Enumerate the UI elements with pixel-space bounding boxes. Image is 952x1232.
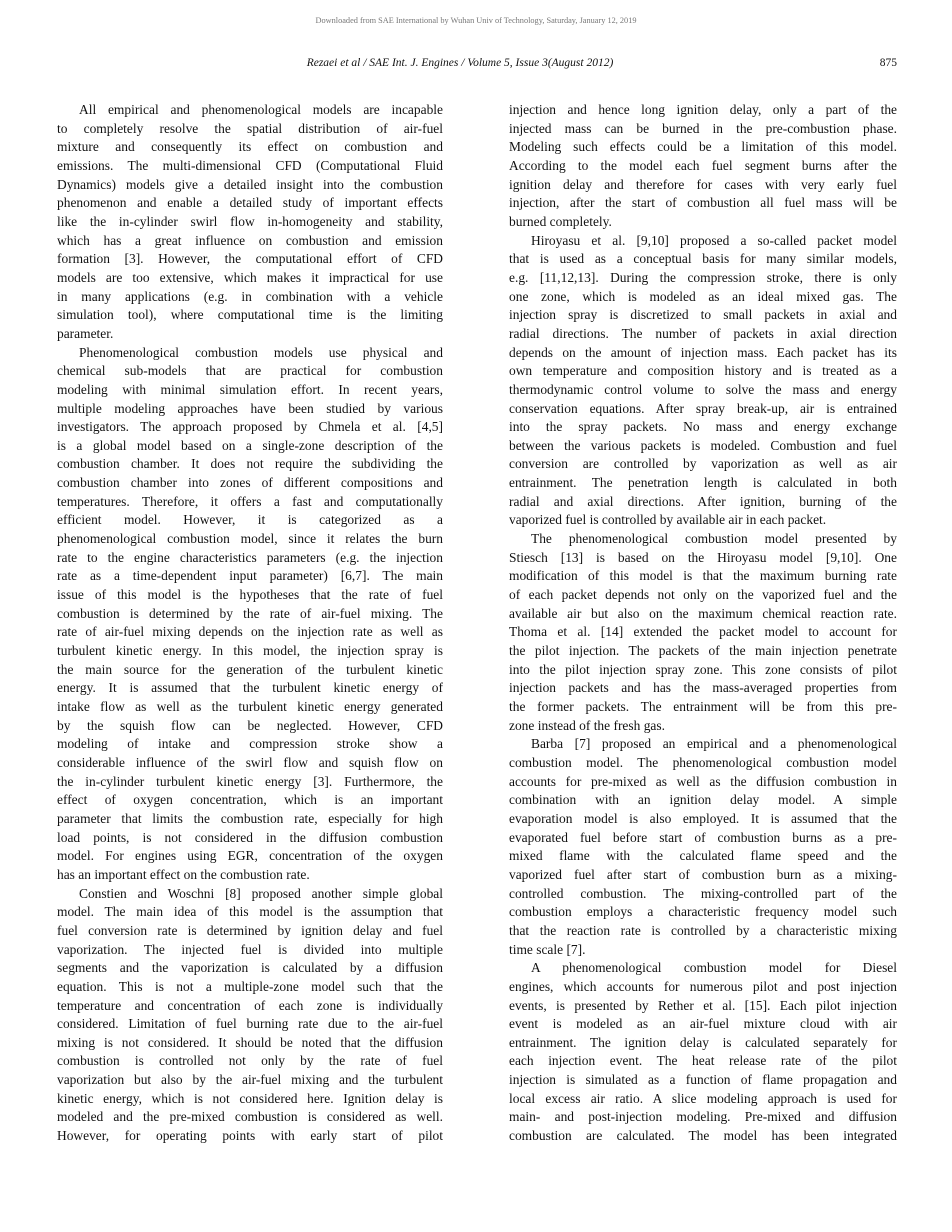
- text-line: formation [3]. However, the computational effort of CFD: [57, 251, 443, 267]
- text-line: evaporation model is also employed. It is assumed that the: [509, 810, 897, 826]
- text-line: Thoma et al. [14] extended the packet model to account for: [509, 624, 897, 640]
- text-line: conservation equations. After spray break-up, air is entrained: [509, 400, 897, 416]
- text-line: depends on the amount of injection mass. Each packet has its: [509, 344, 897, 360]
- text-line: to completely resolve the spatial distribution of air-fuel: [57, 120, 443, 136]
- text-line: Stiesch [13] is based on the Hiroyasu model [9,10]. One: [509, 549, 897, 565]
- paragraph: [509, 735, 897, 959]
- text-line: evaporated fuel before start of combustion burns as a pre-: [509, 829, 897, 845]
- text-line: Dynamics) models give a detailed insight into the combustion: [57, 176, 443, 192]
- text-line: by the squish flow can be neglected. However, CFD: [57, 717, 443, 733]
- text-line: injection and hence long ignition delay, only a part of the: [509, 102, 897, 117]
- text-line: load points, is not considered in the diffusion combustion: [57, 829, 443, 845]
- text-line: main- and post-injection modeling. Pre-mixed and diffusion: [509, 1109, 897, 1125]
- text-line: According to the model each fuel segment burns after the: [509, 157, 897, 173]
- text-line: considerable influence of the swirl flow and squish flow on: [57, 754, 443, 770]
- text-line: fuel conversion rate is determined by ignition delay and fuel: [57, 922, 443, 938]
- text-line: zone instead of the fresh gas.: [509, 717, 665, 733]
- text-line: Constien and Woschni [8] proposed another simple global: [79, 885, 443, 901]
- right-column: [509, 101, 897, 1146]
- text-line: the former packets. The entrainment will be from this pre-: [509, 699, 897, 714]
- text-line: in many applications (e.g. in combination with a vehicle: [57, 288, 443, 304]
- text-line: which has a great influence on combustion and emission: [57, 232, 443, 248]
- text-line: that the reaction rate is controlled by a characteristic mixing: [509, 922, 897, 938]
- text-line: simulation tool), where computational time is the limiting: [57, 307, 443, 323]
- text-line: injection, after the start of combustion all fuel mass will be: [509, 195, 897, 211]
- text-line: into the pilot injection spray zone. This zone consists of pilot: [509, 661, 897, 677]
- text-line: events, is presented by Rether et al. [15]. Each pilot injection: [509, 997, 897, 1013]
- text-line: has an important effect on the combustion rate.: [57, 866, 310, 882]
- paragraph: [509, 959, 897, 1146]
- text-line: combustion chamber into zones of different compositions and: [57, 475, 443, 491]
- text-line: turbulent kinetic energy. In this model, the injection spray is: [57, 643, 443, 659]
- text-line: into the spray packets. No mass and energy exchange: [509, 419, 897, 435]
- text-line: between the various packets is modeled. Combustion and fuel: [509, 437, 897, 453]
- text-line: injection packets and has the mass-averaged properties from: [509, 680, 897, 696]
- text-line: kinetic energy, which is not considered here. Ignition delay is: [57, 1090, 443, 1106]
- text-line: accounts for pre-mixed as well as the diffusion combustion in: [509, 773, 897, 789]
- paragraph: [57, 101, 443, 344]
- text-line: of each packet depends not only on the vaporized fuel and the: [509, 587, 897, 603]
- text-line: controlled combustion. The mixing-controlled part of the: [509, 885, 897, 901]
- text-line: issue of this model is the hypotheses that the rate of fuel: [57, 587, 443, 603]
- text-line: All empirical and phenomenological models are incapable: [79, 102, 443, 117]
- text-line: A phenomenological combustion model for Diesel: [531, 960, 897, 976]
- text-line: phenomenon and enable a detailed study of important effects: [57, 195, 443, 211]
- text-line: vaporization but also by the air-fuel mixing and the turbulent: [57, 1072, 443, 1088]
- text-line: injection spray is discretized to small packets in axial and: [509, 307, 897, 323]
- text-line: is a global model based on a single-zone description of the: [57, 437, 443, 453]
- text-line: multiple modeling approaches have been studied by various: [57, 400, 443, 416]
- text-line: Hiroyasu et al. [9,10] proposed a so-called packet model: [531, 232, 897, 248]
- text-line: intake flow as well as the turbulent kinetic energy generated: [57, 699, 443, 714]
- text-line: like the in-cylinder swirl flow in-homogeneity and stability,: [57, 213, 443, 229]
- text-line: rate to the engine characteristics parameters (e.g. the injection: [57, 549, 443, 565]
- text-line: effect of oxygen concentration, which is an important: [57, 792, 443, 808]
- text-line: own temperature and composition history and is treated as a: [509, 363, 897, 379]
- text-line: the pilot injection. The packets of the main injection penetrate: [509, 643, 897, 659]
- text-line: modeled and the pre-mixed combustion is considered as well.: [57, 1109, 443, 1125]
- text-line: vaporized fuel after start of combustion burn as a mixing-: [509, 866, 897, 882]
- text-line: models are too extensive, which makes it impractical for use: [57, 269, 443, 285]
- text-line: ignition delay and therefore for cases with very early fuel: [509, 176, 897, 192]
- download-notice: Downloaded from SAE International by Wuhan Univ of Technology, Saturday, January 12, 2019: [315, 16, 637, 25]
- text-line: investigators. The approach proposed by Chmela et al. [4,5]: [57, 419, 443, 435]
- text-line: modeling of intake and compression stroke show a: [57, 736, 443, 752]
- text-line: mixing is not considered. It should be noted that the diffusion: [57, 1034, 443, 1050]
- text-line: rate as a time-dependent input parameter) [6,7]. The main: [57, 568, 443, 584]
- text-line: energy. It is assumed that the turbulent kinetic energy of: [57, 680, 443, 696]
- text-line: However, for operating points with early start of pilot: [57, 1128, 443, 1144]
- paragraph: [509, 101, 897, 232]
- text-line: entrainment. The ignition delay is calculated separately for: [509, 1034, 897, 1050]
- paragraph: [509, 232, 897, 531]
- running-header: Rezaei et al / SAE Int. J. Engines / Volume 5, Issue 3(August 2012): [306, 57, 614, 69]
- text-line: Modeling such effects could be a limitation of this model.: [509, 139, 897, 155]
- text-line: radial and axial directions. After ignition, burning of the: [509, 493, 897, 509]
- text-line: available air but also on the maximum chemical reaction rate.: [509, 605, 897, 621]
- page-number: 875: [879, 57, 897, 69]
- text-line: equation. This is not a multiple-zone model such that the: [57, 978, 443, 994]
- text-line: combustion chamber. It does not require the subdividing the: [57, 456, 443, 472]
- text-line: Barba [7] proposed an empirical and a phenomenological: [531, 736, 897, 752]
- text-line: vaporized fuel is controlled by available air in each packet.: [509, 512, 827, 528]
- text-line: considered. Limitation of fuel burning rate due to the air-fuel: [57, 1016, 443, 1032]
- text-line: modification of this model is that the maximum burning rate: [509, 568, 897, 584]
- paragraph: [57, 344, 443, 885]
- text-line: modeling with minimal simulation effort. In recent years,: [57, 381, 443, 397]
- text-line: phenomenological combustion model, since it relates the burn: [57, 531, 443, 547]
- text-line: combustion employs a characteristic frequency model such: [509, 904, 897, 920]
- text-line: combustion are calculated. The model has been integrated: [509, 1128, 897, 1144]
- text-line: thermodynamic control volume to solve the mass and energy: [509, 381, 897, 397]
- text-line: event is modeled as an air-fuel mixture cloud with air: [509, 1016, 897, 1032]
- text-line: that is used as a conceptual basis for many similar models,: [509, 251, 897, 267]
- text-line: burned completely.: [509, 213, 612, 229]
- text-line: parameter.: [57, 325, 114, 341]
- text-line: rate of air-fuel mixing depends on the injection rate as well as: [57, 624, 443, 640]
- text-line: chemical sub-models that are practical for combustion: [57, 363, 443, 379]
- text-line: time scale [7].: [509, 941, 586, 957]
- text-line: parameter that limits the combustion rate, especially for high: [57, 810, 443, 826]
- text-line: local excess air ratio. A slice modeling approach is used for: [509, 1090, 897, 1106]
- text-line: segments and the vaporization is calculated by a diffusion: [57, 960, 443, 976]
- left-column: [57, 101, 443, 1146]
- text-line: vaporization. The injected fuel is divided into multiple: [57, 941, 443, 957]
- text-line: The phenomenological combustion model presented by: [531, 531, 897, 547]
- text-line: conversion are controlled by vaporization as well as air: [509, 456, 897, 472]
- text-line: temperature and concentration of each zone is individually: [57, 997, 443, 1013]
- text-line: temperatures. Therefore, it offers a fast and computationally: [57, 493, 443, 509]
- text-line: efficient model. However, it is categorized as a: [57, 512, 443, 528]
- text-line: emissions. The multi-dimensional CFD (Computational Fluid: [57, 157, 443, 173]
- text-line: engines, which accounts for numerous pilot and post injection: [509, 978, 897, 994]
- text-line: mixed flame with the calculated flame speed and the: [509, 848, 897, 864]
- text-line: one zone, which is modeled as an ideal mixed gas. The: [509, 288, 897, 304]
- text-line: combustion model. The phenomenological combustion model: [509, 754, 897, 770]
- text-line: model. For engines using EGR, concentration of the oxygen: [57, 848, 443, 864]
- text-line: injected mass can be burned in the pre-combustion phase.: [509, 120, 897, 136]
- text-line: Phenomenological combustion models use physical and: [79, 344, 443, 360]
- text-line: radial directions. The number of packets in axial direction: [509, 325, 897, 341]
- text-line: entrainment. The penetration length is calculated in both: [509, 475, 897, 491]
- text-line: injection is simulated as a function of flame propagation and: [509, 1072, 897, 1088]
- text-line: the in-cylinder turbulent kinetic energy [3]. Furthermore, the: [57, 773, 443, 789]
- paragraph: [57, 885, 443, 1146]
- text-line: combustion is determined by the rate of air-fuel mixing. The: [57, 605, 443, 621]
- paragraph: [509, 530, 897, 735]
- text-line: each injection event. The heat release rate of the pilot: [509, 1053, 897, 1069]
- text-line: e.g. [11,12,13]. During the compression stroke, there is only: [509, 269, 897, 285]
- text-line: the main source for the generation of the turbulent kinetic: [57, 661, 443, 677]
- text-line: mixture and consequently its effect on combustion and: [57, 139, 443, 155]
- text-line: model. The main idea of this model is the assumption that: [57, 904, 443, 920]
- text-line: combustion is controlled not only by the rate of fuel: [57, 1053, 443, 1069]
- text-line: combination with an ignition delay model. A simple: [509, 792, 897, 808]
